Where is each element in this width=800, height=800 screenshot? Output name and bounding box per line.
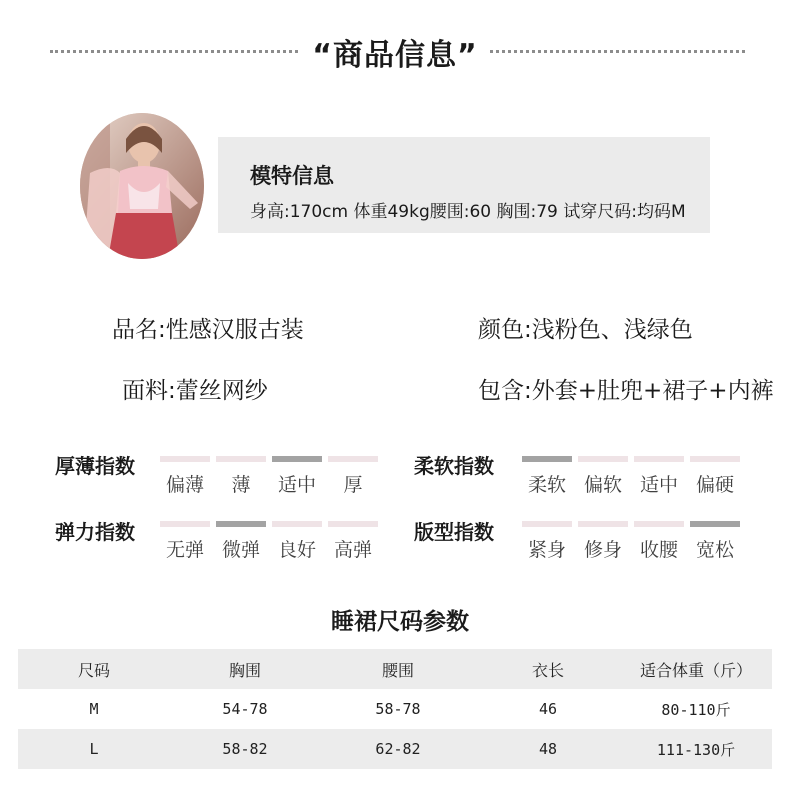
header-dotted-line-right <box>490 50 745 53</box>
product-name: 品名:性感汉服古装 <box>112 317 304 343</box>
elasticity-option <box>328 521 378 562</box>
softness-option <box>634 456 684 497</box>
table-cell: 54-78 <box>222 700 268 718</box>
fit-option-label: 宽松 <box>695 539 734 561</box>
elasticity-option-label: 无弹 <box>165 539 204 561</box>
elasticity-option <box>160 521 210 562</box>
softness-option-label: 适中 <box>639 474 678 496</box>
model-info-title: 模特信息 <box>250 164 334 188</box>
section-title: “商品信息” <box>312 38 478 73</box>
thickness-option <box>272 456 322 497</box>
softness-option <box>690 456 740 497</box>
table-header-cell: 衣长 <box>531 660 564 680</box>
thickness-option-bar-selected <box>272 456 322 462</box>
thickness-option-label: 薄 <box>231 474 251 496</box>
thickness-option-bar <box>328 456 378 462</box>
product-contents: 包含:外套+肚兜+裙子+内裤 <box>478 378 774 404</box>
thickness-option-label: 适中 <box>277 474 316 496</box>
softness-option-bar <box>634 456 684 462</box>
size-table <box>18 649 772 769</box>
table-cell: L <box>89 740 99 758</box>
elasticity-option-label: 高弹 <box>333 539 372 561</box>
thickness-index-label: 厚薄指数 <box>55 454 135 478</box>
softness-option-bar-selected <box>522 456 572 462</box>
table-cell: 62-82 <box>375 740 421 758</box>
fit-option-label: 紧身 <box>527 539 566 561</box>
elasticity-option-bar <box>160 521 210 527</box>
thickness-option-label: 厚 <box>343 474 363 496</box>
elasticity-option-label: 微弹 <box>221 539 260 561</box>
fit-option-label: 收腰 <box>639 539 678 561</box>
elasticity-index-label: 弹力指数 <box>55 520 135 544</box>
fit-option-bar <box>522 521 572 527</box>
softness-option-label: 偏软 <box>583 474 622 496</box>
table-cell: 58-82 <box>222 740 268 758</box>
elasticity-option <box>272 521 322 562</box>
product-color: 颜色:浅粉色、浅绿色 <box>478 317 693 343</box>
thickness-option-label: 偏薄 <box>165 474 204 496</box>
fit-option <box>634 521 684 562</box>
table-cell: 48 <box>538 740 558 758</box>
softness-option-label: 柔软 <box>527 474 566 496</box>
softness-index-label: 柔软指数 <box>414 454 494 478</box>
thickness-option-bar <box>160 456 210 462</box>
thickness-option-bar <box>216 456 266 462</box>
table-row <box>18 689 772 729</box>
size-table-title: 睡裙尺码参数 <box>331 609 469 635</box>
softness-option <box>522 456 572 497</box>
softness-option-label: 偏硬 <box>695 474 734 496</box>
model-photo <box>80 113 204 259</box>
elasticity-option-bar <box>328 521 378 527</box>
thickness-option <box>160 456 210 497</box>
table-header-cell: 适合体重（斤） <box>639 660 752 680</box>
product-fabric: 面料:蕾丝网纱 <box>122 378 268 404</box>
table-cell: 46 <box>538 700 558 718</box>
elasticity-option <box>216 521 266 562</box>
table-cell: 58-78 <box>375 700 421 718</box>
table-cell: 80-110斤 <box>661 700 731 719</box>
softness-option <box>578 456 628 497</box>
fit-index-label: 版型指数 <box>414 520 494 544</box>
fit-option-bar-selected <box>690 521 740 527</box>
elasticity-option-label: 良好 <box>277 539 316 561</box>
table-cell: 111-130斤 <box>656 740 736 759</box>
table-header-cell: 腰围 <box>381 660 414 680</box>
table-row <box>18 729 772 769</box>
table-header-cell: 尺码 <box>77 660 110 680</box>
header-dotted-line-left <box>50 50 298 53</box>
fit-option-bar <box>634 521 684 527</box>
elasticity-option-bar <box>272 521 322 527</box>
fit-option-label: 修身 <box>583 539 622 561</box>
softness-option-bar <box>578 456 628 462</box>
softness-option-bar <box>690 456 740 462</box>
fit-option <box>690 521 740 562</box>
table-cell: M <box>89 700 99 718</box>
fit-option-bar <box>578 521 628 527</box>
elasticity-option-bar-selected <box>216 521 266 527</box>
fit-option <box>578 521 628 562</box>
fit-option <box>522 521 572 562</box>
model-measurements: 身高:170cm 体重49kg腰围:60 胸围:79 试穿尺码:均码M <box>250 202 686 222</box>
thickness-option <box>216 456 266 497</box>
table-header-row <box>18 649 772 689</box>
thickness-option <box>328 456 378 497</box>
table-header-cell: 胸围 <box>228 660 261 680</box>
